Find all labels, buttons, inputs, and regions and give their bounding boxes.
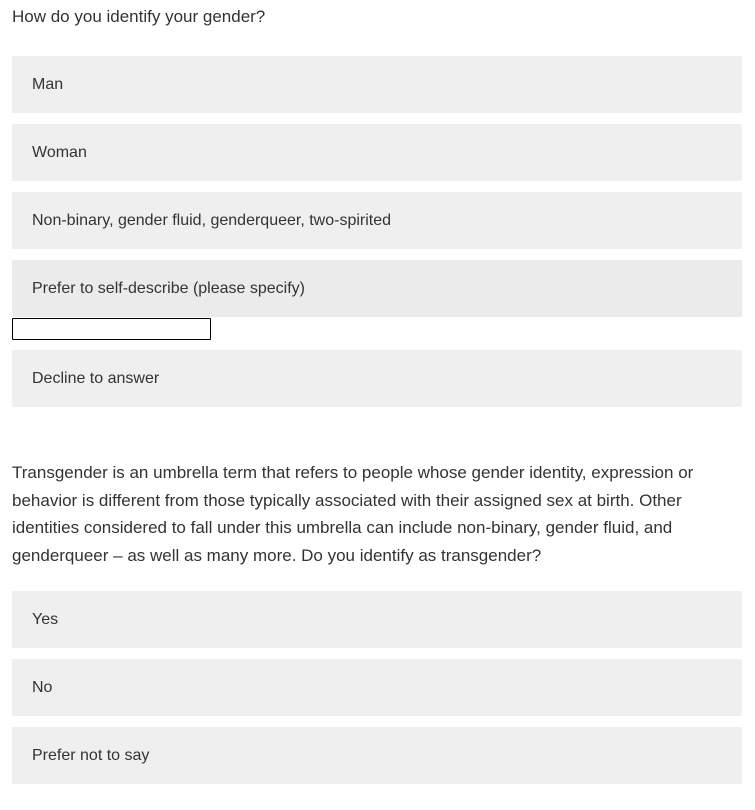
transgender-question-text: Transgender is an umbrella term that refers to people whose gender identity, expression or behavior is different from those typically associated with their assigned sex at birth. Other identities considered to fall under this umbrella can include non-binary, gender fluid, and genderqueer – as well as many more. Do you identify as transgender? <box>12 463 694 565</box>
transgender-option-label: Prefer not to say <box>32 747 150 764</box>
transgender-option-yes[interactable] <box>12 591 742 648</box>
gender-option-label: Decline to answer <box>32 370 160 387</box>
gender-option-label: Woman <box>32 144 87 161</box>
gender-option-woman[interactable] <box>12 124 742 181</box>
transgender-option-label: No <box>32 679 53 696</box>
transgender-option-prefer-not[interactable] <box>12 727 742 784</box>
gender-option-label: Man <box>32 76 64 93</box>
transgender-option-no[interactable] <box>12 659 742 716</box>
gender-question-text: How do you identify your gender? <box>12 7 266 26</box>
gender-option-label: Non-binary, gender fluid, genderqueer, two-spirited <box>32 212 392 229</box>
gender-option-self-describe[interactable] <box>12 260 742 317</box>
gender-option-label: Prefer to self-describe (please specify) <box>32 280 305 297</box>
self-describe-input[interactable] <box>12 318 211 340</box>
gender-option-non-binary[interactable] <box>12 192 742 249</box>
gender-option-man[interactable] <box>12 56 742 113</box>
transgender-option-label: Yes <box>32 611 59 628</box>
gender-option-decline[interactable] <box>12 350 742 407</box>
